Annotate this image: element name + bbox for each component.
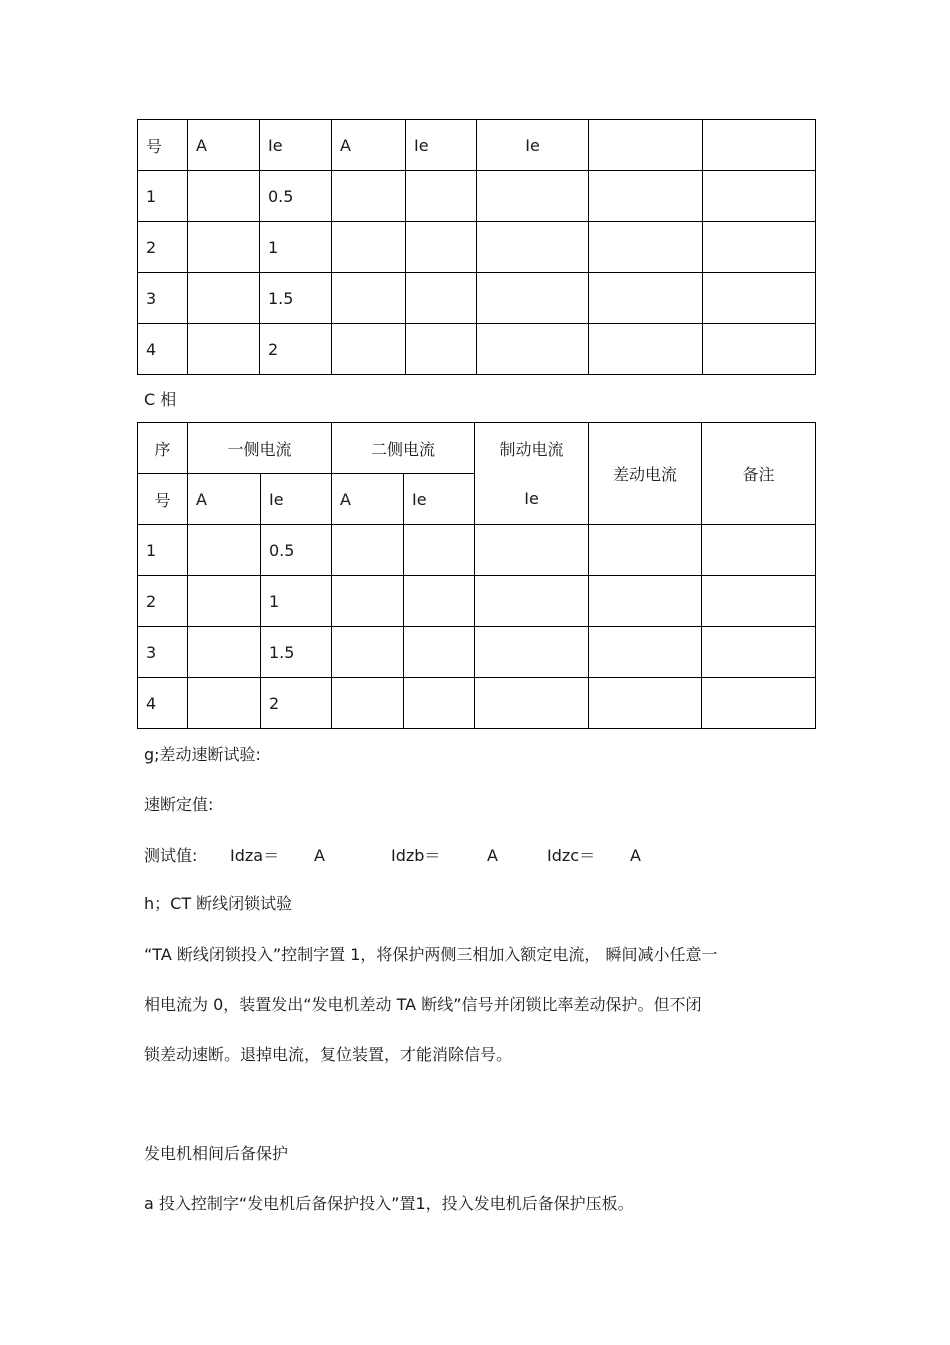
cell — [475, 576, 589, 627]
brake-current-header: 制动电流 — [475, 423, 589, 474]
diff-current-header: 差动电流 — [589, 423, 702, 525]
cell: 1 — [138, 525, 188, 576]
cell — [406, 171, 477, 222]
cell — [702, 627, 816, 678]
cell — [702, 525, 816, 576]
cell — [188, 627, 261, 678]
cell: 2 — [138, 222, 188, 273]
table-phase-c — [137, 422, 816, 729]
paragraph-line: “TA 断线闭锁投入”控制字置 1，将保护两侧三相加入额定电流， 瞬间减小任意一 — [144, 945, 718, 964]
side1-current-header: 一侧电流 — [188, 423, 332, 474]
cell: 3 — [138, 627, 188, 678]
table-header-row — [138, 120, 816, 171]
cell — [188, 273, 260, 324]
side2-current-header: 二侧电流 — [332, 423, 475, 474]
cell — [589, 576, 702, 627]
cell — [703, 222, 816, 273]
cell — [332, 222, 406, 273]
cell — [589, 678, 702, 729]
header-cell: Ie — [406, 120, 477, 171]
cell: 2 — [261, 678, 332, 729]
cell — [332, 273, 406, 324]
cell — [188, 222, 260, 273]
cell: 1 — [260, 222, 332, 273]
cell — [188, 171, 260, 222]
cell: 1 — [138, 171, 188, 222]
cell — [589, 171, 703, 222]
cell — [404, 525, 475, 576]
cell — [332, 324, 406, 375]
header-cell: Ie — [477, 120, 589, 171]
cell — [589, 222, 703, 273]
cell — [475, 525, 589, 576]
cell: 1.5 — [260, 273, 332, 324]
idza-unit: A — [314, 846, 325, 865]
cell — [404, 678, 475, 729]
idzb-label: Idzb＝ — [391, 846, 441, 865]
subheader-cell: A — [332, 474, 404, 525]
idzc-label: Idzc＝ — [547, 846, 596, 865]
subheader-cell: Ie — [261, 474, 332, 525]
cell: 4 — [138, 678, 188, 729]
brake-unit-cell: Ie — [475, 474, 589, 525]
test-label: 测试值: — [144, 846, 198, 865]
cell — [332, 576, 404, 627]
cell: 1 — [261, 576, 332, 627]
cell: 1.5 — [261, 627, 332, 678]
cell — [703, 171, 816, 222]
section-h-heading: h；CT 断线闭锁试验 — [144, 894, 293, 913]
idzb-unit: A — [487, 846, 498, 865]
header-cell: A — [332, 120, 406, 171]
c-phase-label: C 相 — [144, 390, 177, 409]
test-values-line — [144, 843, 641, 866]
cell — [702, 576, 816, 627]
idza-label: Idza＝ — [230, 846, 280, 865]
table-row — [138, 171, 816, 222]
cell: 3 — [138, 273, 188, 324]
seq-header-top: 序 — [138, 423, 188, 474]
section-g-heading: g;差动速断试验: — [144, 745, 261, 764]
idzc-unit: A — [630, 846, 641, 865]
cell — [477, 273, 589, 324]
table-row — [138, 627, 816, 678]
table-row — [138, 576, 816, 627]
cell — [188, 678, 261, 729]
cell — [188, 576, 261, 627]
table-header-row — [138, 423, 816, 474]
cell — [404, 627, 475, 678]
cell — [406, 324, 477, 375]
cell: 4 — [138, 324, 188, 375]
cell — [332, 171, 406, 222]
cell — [477, 324, 589, 375]
cell — [703, 273, 816, 324]
cell — [475, 627, 589, 678]
cell — [702, 678, 816, 729]
cell — [703, 324, 816, 375]
cell: 0.5 — [260, 171, 332, 222]
subheader-cell: A — [188, 474, 261, 525]
cell — [188, 324, 260, 375]
cell — [188, 525, 261, 576]
seq-header-bottom: 号 — [138, 474, 188, 525]
setting-label: 速断定值: — [144, 795, 214, 814]
header-cell: Ie — [260, 120, 332, 171]
paragraph-line: 锁差动速断。退掉电流，复位装置，才能消除信号。 — [144, 1045, 513, 1064]
cell — [406, 273, 477, 324]
cell — [332, 678, 404, 729]
cell: 2 — [260, 324, 332, 375]
cell — [332, 627, 404, 678]
cell — [477, 171, 589, 222]
remark-header: 备注 — [702, 423, 816, 525]
header-cell: 号 — [138, 120, 188, 171]
cell — [589, 525, 702, 576]
item-a-text: a 投入控制字“发电机后备保护投入”置1，投入发电机后备保护压板。 — [144, 1194, 634, 1213]
cell — [477, 222, 589, 273]
cell — [589, 627, 702, 678]
cell — [589, 324, 703, 375]
cell — [332, 525, 404, 576]
table-row — [138, 222, 816, 273]
section-backup-heading: 发电机相间后备保护 — [144, 1144, 289, 1163]
header-cell — [589, 120, 703, 171]
table-row — [138, 324, 816, 375]
cell: 0.5 — [261, 525, 332, 576]
cell — [404, 576, 475, 627]
header-cell: A — [188, 120, 260, 171]
header-cell — [703, 120, 816, 171]
paragraph-line: 相电流为 0，装置发出“发电机差动 TA 断线”信号并闭锁比率差动保护。但不闭 — [144, 995, 702, 1014]
table-phase-b — [137, 119, 816, 375]
table-row — [138, 525, 816, 576]
cell — [406, 222, 477, 273]
cell — [589, 273, 703, 324]
table-row — [138, 273, 816, 324]
cell: 2 — [138, 576, 188, 627]
cell — [475, 678, 589, 729]
table-row — [138, 678, 816, 729]
subheader-cell: Ie — [404, 474, 475, 525]
